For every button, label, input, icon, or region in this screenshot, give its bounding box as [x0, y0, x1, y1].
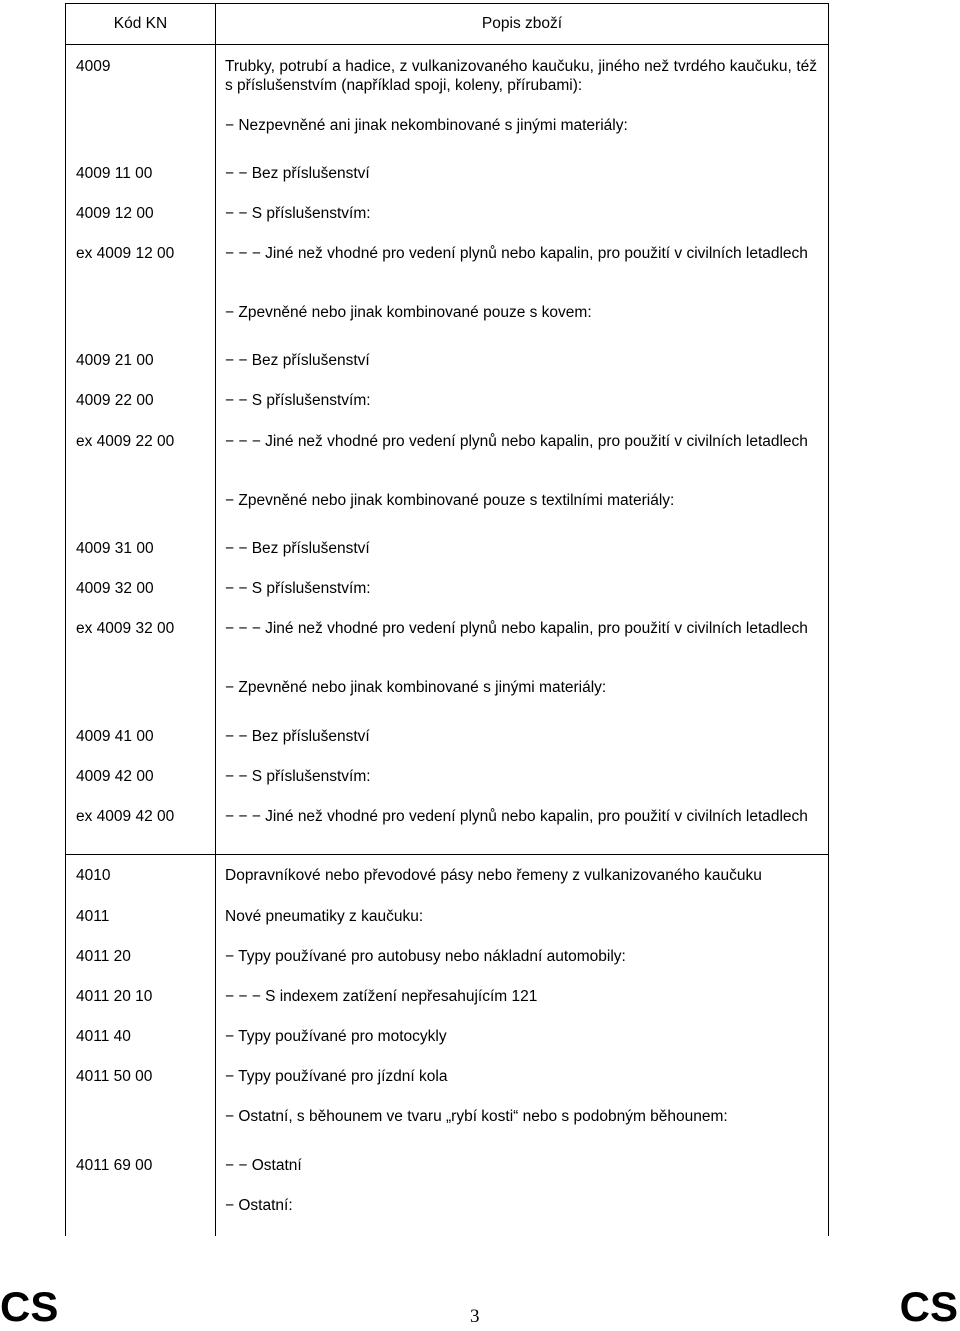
row-description: − − − Jiné než vhodné pro vedení plynů nebo kapalin, pro použití v civilních letadlech — [225, 433, 808, 450]
column-divider — [215, 4, 216, 1236]
row-description: − − − Jiné než vhodné pro vedení plynů nebo kapalin, pro použití v civilních letadlech — [225, 245, 808, 262]
row-code: 4009 42 00 — [76, 768, 154, 785]
row-code: 4009 22 00 — [76, 392, 154, 409]
row-description: − − Bez příslušenství — [225, 165, 370, 182]
row-description: − − Ostatní — [225, 1157, 302, 1174]
row-code: ex 4009 12 00 — [76, 245, 175, 262]
row-code: 4010 — [76, 867, 111, 884]
row-description: − Typy používané pro motocykly — [225, 1028, 447, 1045]
row-code: ex 4009 22 00 — [76, 433, 175, 450]
row-code: 4009 31 00 — [76, 540, 154, 557]
footer-language-mark-left: CS — [0, 1283, 59, 1330]
row-code: 4011 40 — [76, 1028, 131, 1045]
row-description: − Zpevněné nebo jinak kombinované pouze s textilními materiály: — [225, 492, 675, 509]
row-code: 4009 32 00 — [76, 580, 154, 597]
row-description: − − Bez příslušenství — [225, 540, 370, 557]
footer-language-mark-right: CS — [899, 1283, 958, 1330]
row-description: − − − Jiné než vhodné pro vedení plynů nebo kapalin, pro použití v civilních letadlech — [225, 808, 808, 825]
row-description: − Typy používané pro jízdní kola — [225, 1068, 448, 1085]
row-description: − − S příslušenstvím: — [225, 580, 371, 597]
row-code: 4009 — [76, 58, 111, 75]
row-code: 4009 12 00 — [76, 205, 154, 222]
row-description: − − − S indexem zatížení nepřesahujícím 121 — [225, 988, 538, 1005]
row-code: 4009 41 00 — [76, 728, 154, 745]
row-code: 4009 21 00 — [76, 352, 154, 369]
row-description: Trubky, potrubí a hadice, z vulkanizovaného kaučuku, jiného než tvrdého kaučuku, též s příslušenstvím (například spoji, koleny, přírubami): — [225, 58, 817, 94]
row-code: 4011 69 00 — [76, 1157, 153, 1174]
row-code: 4011 — [76, 908, 110, 925]
row-description: − − S příslušenstvím: — [225, 205, 371, 222]
row-description: − Nezpevněné ani jinak nekombinované s jinými materiály: — [225, 117, 628, 134]
row-description: − Zpevněné nebo jinak kombinované s jinými materiály: — [225, 679, 607, 696]
header-divider — [66, 44, 828, 45]
tariff-table — [65, 3, 829, 1236]
row-code: 4011 50 00 — [76, 1068, 153, 1085]
row-description: − Typy používané pro autobusy nebo nákladní automobily: — [225, 948, 626, 965]
header-code: Kód KN — [113, 15, 168, 32]
row-description: Nové pneumatiky z kaučuku: — [225, 908, 424, 925]
row-code: ex 4009 42 00 — [76, 808, 175, 825]
row-description: − − Bez příslušenství — [225, 352, 370, 369]
row-description: − − − Jiné než vhodné pro vedení plynů nebo kapalin, pro použití v civilních letadlech — [225, 620, 808, 637]
row-description: − − S příslušenstvím: — [225, 768, 371, 785]
row-description: − − S příslušenstvím: — [225, 392, 371, 409]
page-number: 3 — [470, 1306, 480, 1327]
row-code: 4011 20 10 — [76, 988, 153, 1005]
row-code: ex 4009 32 00 — [76, 620, 175, 637]
row-code: 4011 20 — [76, 948, 131, 965]
header-description: Popis zboží — [481, 15, 563, 32]
row-code: 4009 11 00 — [76, 165, 153, 182]
row-description: − − Bez příslušenství — [225, 728, 370, 745]
row-description: − Ostatní: — [225, 1197, 293, 1214]
row-divider — [66, 854, 828, 855]
row-description: − Ostatní, s běhounem ve tvaru „rybí kosti“ nebo s podobným běhounem: — [225, 1108, 728, 1125]
row-description: − Zpevněné nebo jinak kombinované pouze s kovem: — [225, 304, 592, 321]
row-description: Dopravníkové nebo převodové pásy nebo řemeny z vulkanizovaného kaučuku — [225, 867, 762, 884]
